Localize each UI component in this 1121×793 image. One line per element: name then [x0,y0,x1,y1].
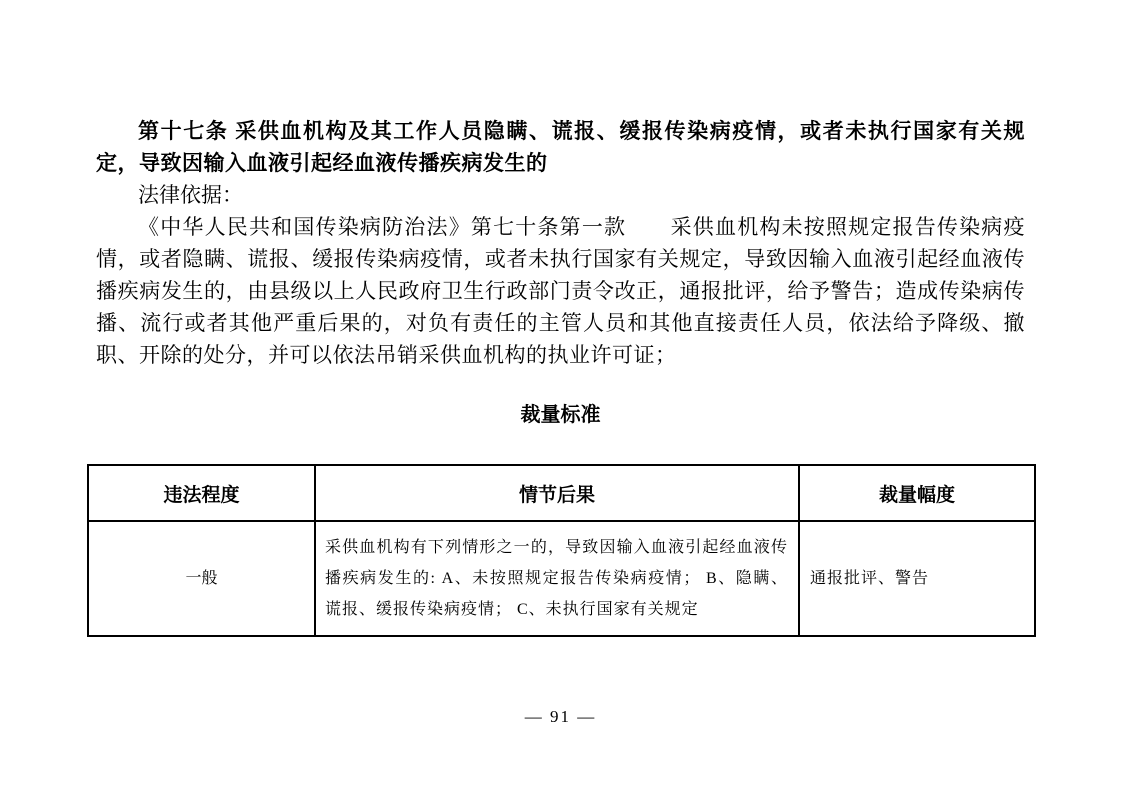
legal-basis-text: 《中华人民共和国传染病防治法》第七十条第一款 采供血机构未按照规定报告传染病疫情，或者隐瞒、谎报、缓报传染病疫情，或者未执行国家有关规定，导致因输入血液引起经血液传播疾病发生的，由县级以上人民政府卫生行政部门责令改正，通报批评，给予警告；造成传染病传播、流行或者其他严重后果的，对负有责任的主管人员和其他直接责任人员，依法给予降级、撤职、开除的处分，并可以依法吊销采供血机构的执业许可证； [96,215,1025,367]
cell-ruling-range: 通报批评、警告 [799,521,1035,636]
header-ruling-range: 裁量幅度 [799,465,1035,521]
cell-circumstances: 采供血机构有下列情形之一的，导致因输入血液引起经血液传播疾病发生的: A、未按照规定报告传染病疫情； B、隐瞒、谎报、缓报传染病疫情； C、未执行国家有关规定 [315,521,799,636]
ruling-standard-title: 裁量标准 [520,404,601,426]
header-circumstances: 情节后果 [315,465,799,521]
article-heading: 第十七条 采供血机构及其工作人员隐瞒、谎报、缓报传染病疫情，或者未执行国家有关规定，导致因输入血液引起经血液传播疾病发生的 [96,119,1025,175]
table-header-row [88,465,1035,521]
cell-violation-degree: 一般 [88,521,315,636]
ruling-standard-table [87,464,1036,637]
header-violation-degree: 违法程度 [88,465,315,521]
page-number: — 91 — [524,707,597,726]
legal-basis-label: 法律依据： [138,183,243,207]
table-row [88,521,1035,636]
